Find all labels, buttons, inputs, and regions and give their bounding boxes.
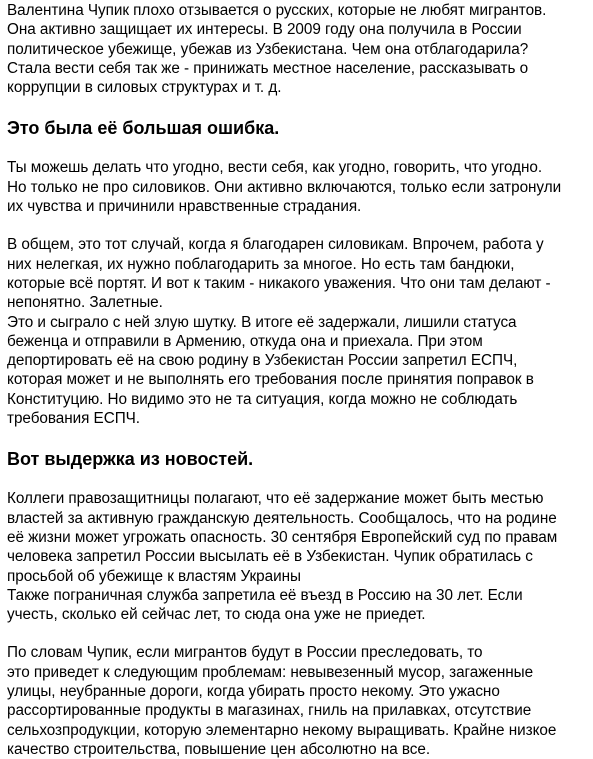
article-body (7, 0, 591, 759)
heading-big-mistake: Это была её большая ошибка. (7, 118, 280, 139)
paragraph-migrants-problems: По словам Чупик, если мигрантов будут в России преследовать, то это приведет к следующим проблемам: невывезенный мусор, загаженные улицы, неубранные дороги, когда убирать просто некому. Это ужасно рассортированные продукты в магазинах, гниль на прилавках, отсутствие сельхозпродукции, которую элементарно некому выращивать. Крайне низкое качество строительства, повышение цен абсолютно на все. (7, 644, 557, 758)
paragraph-security-forces: Ты можешь делать что угодно, вести себя, как угодно, говорить, что угодно. Но только не про силовиков. Они активно включаются, только если затронули их чувства и причинили нравственные страдания. (7, 159, 562, 216)
paragraph-intro: Валентина Чупик плохо отзывается о русских, которые не любят мигрантов. Она активно защищает их интересы. В 2009 году она получила в России политическое убежище, убежав из Узбекистана. Чем она отблагодарила? Стала вести себя так же - принижать местное население, рассказывать о коррупции в силовых структурах и т. д. (7, 2, 547, 97)
paragraph-deportation: В общем, это тот случай, когда я благодарен силовикам. Впрочем, работа у них нелегкая, их нужно поблагодарить за многое. Но есть там бандюки, которые всё портят. И вот к таким - никакого уважения. Что они там делают - непонятно. Залетные. Это и сыграло с ней злую шутку. В итоге её задержали, лишили статуса беженца и отправили в Армению, откуда она и приехала. При этом депортировать её на свою родину в Узбекистан России запретил ЕСПЧ, которая может и не выполнять его требования после принятия поправок в Конституцию. Но видимо это не та ситуация, когда можно не соблюдать требования ЕСПЧ. (7, 236, 551, 428)
heading-news-excerpt: Вот выдержка из новостей. (7, 449, 254, 470)
paragraph-news: Коллеги правозащитницы полагают, что её задержание может быть местью властей за активную гражданскую деятельность. Сообщалось, что на родине её жизни может угрожать опасность. 30 сентября Европейский суд по правам человека запретил России высылать её в Узбекистан. Чупик обратилась с просьбой об убежище к властям Украины Также пограничная служба запретила её въезд в Россию на 30 лет. Если учесть, сколько ей сейчас лет, то сюда она уже не приедет. (7, 490, 558, 624)
